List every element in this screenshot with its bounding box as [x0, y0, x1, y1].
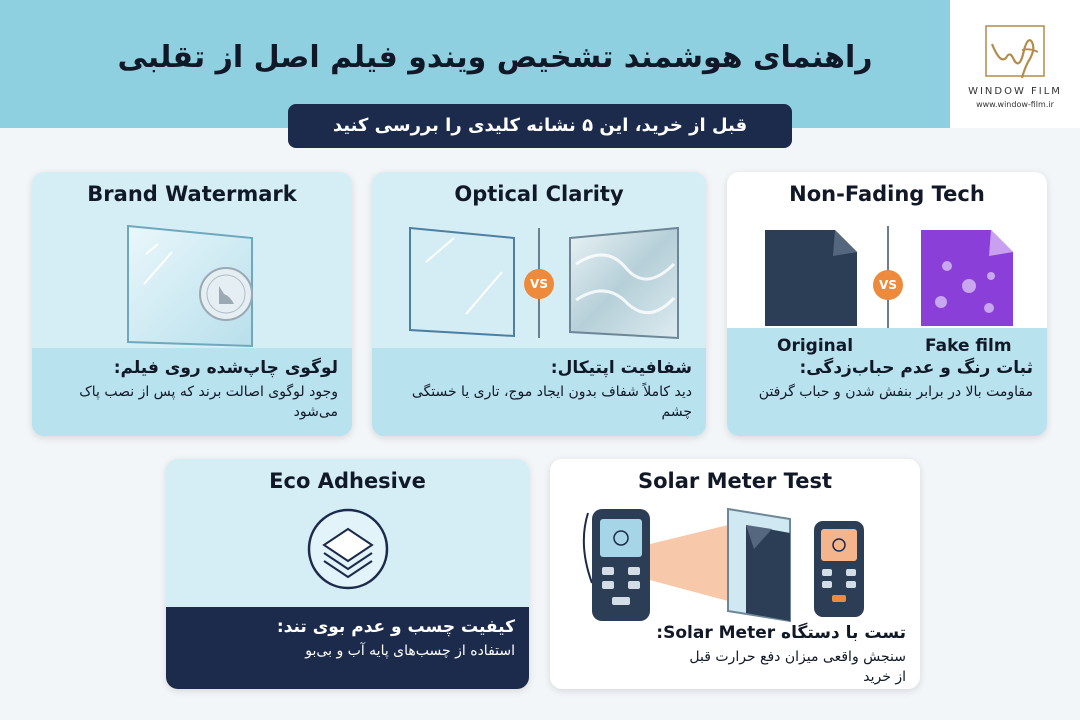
glass-pane-watermark-icon [122, 224, 262, 348]
light-beam-icon [646, 525, 728, 601]
card-heading: لوگوی چاپ‌شده روی فیلم: [113, 358, 338, 378]
brand-logo [950, 0, 1080, 128]
logo-url: www.window-film.ir [976, 99, 1054, 109]
card-heading: تست با دستگاه Solar Meter: [656, 623, 906, 643]
page-title: راهنمای هوشمند تشخیص ویندو فیلم اصل از تقلبی [117, 40, 873, 75]
tinted-glass-icon [728, 509, 790, 621]
solar-meter-reading-icon [814, 521, 864, 617]
card-title: Non-Fading Tech [789, 182, 985, 206]
card-eco-adhesive [166, 459, 529, 689]
card-title: Optical Clarity [454, 182, 624, 206]
solar-meter-device-icon [584, 509, 650, 621]
wavy-glass-icon [566, 224, 682, 344]
vs-badge: VS [873, 270, 903, 300]
card-heading: کیفیت چسب و عدم بوی تند: [276, 617, 515, 637]
subtitle-pill: قبل از خرید، این ۵ نشانه کلیدی را بررسی کنید [288, 104, 792, 148]
card-solar-meter-test [550, 459, 920, 689]
solar-meter-illustration [578, 505, 898, 623]
card-brand-watermark [32, 172, 352, 436]
clear-glass-icon [406, 224, 518, 342]
adhesive-layers-icon [306, 507, 390, 591]
label-fake-film: Fake film [925, 336, 1012, 356]
logo-mark-icon [978, 20, 1052, 82]
vs-badge: VS [524, 269, 554, 299]
card-caption [166, 607, 529, 689]
card-caption [372, 348, 706, 436]
card-caption [550, 613, 920, 689]
card-title: Solar Meter Test [638, 469, 832, 493]
card-optical-clarity [372, 172, 706, 436]
card-description: وجود لوگوی اصالت برند که پس از نصب پاک می‌شود [79, 384, 338, 421]
card-heading: شفافیت اپتیکال: [550, 358, 692, 378]
fake-film-icon [917, 226, 1017, 330]
original-film-icon [761, 226, 861, 330]
card-heading: ثبات رنگ و عدم حباب‌زدگی: [799, 358, 1033, 378]
card-caption [32, 348, 352, 436]
card-title: Brand Watermark [87, 182, 297, 206]
label-original: Original [777, 336, 854, 356]
card-title: Eco Adhesive [269, 469, 426, 493]
card-description: استفاده از چسب‌های پایه آب و بی‌بو [305, 643, 515, 659]
card-description: مقاومت بالا در برابر بنفش شدن و حباب گرفتن [758, 384, 1033, 400]
card-description: دید کاملاً شفاف بدون ایجاد موج، تاری یا خستگی چشم [411, 384, 692, 421]
card-description: سنجش واقعی میزان دفع حرارت قبل از خرید [689, 649, 906, 686]
card-non-fading-tech [727, 172, 1047, 436]
logo-name: WINDOW FILM [968, 85, 1062, 97]
